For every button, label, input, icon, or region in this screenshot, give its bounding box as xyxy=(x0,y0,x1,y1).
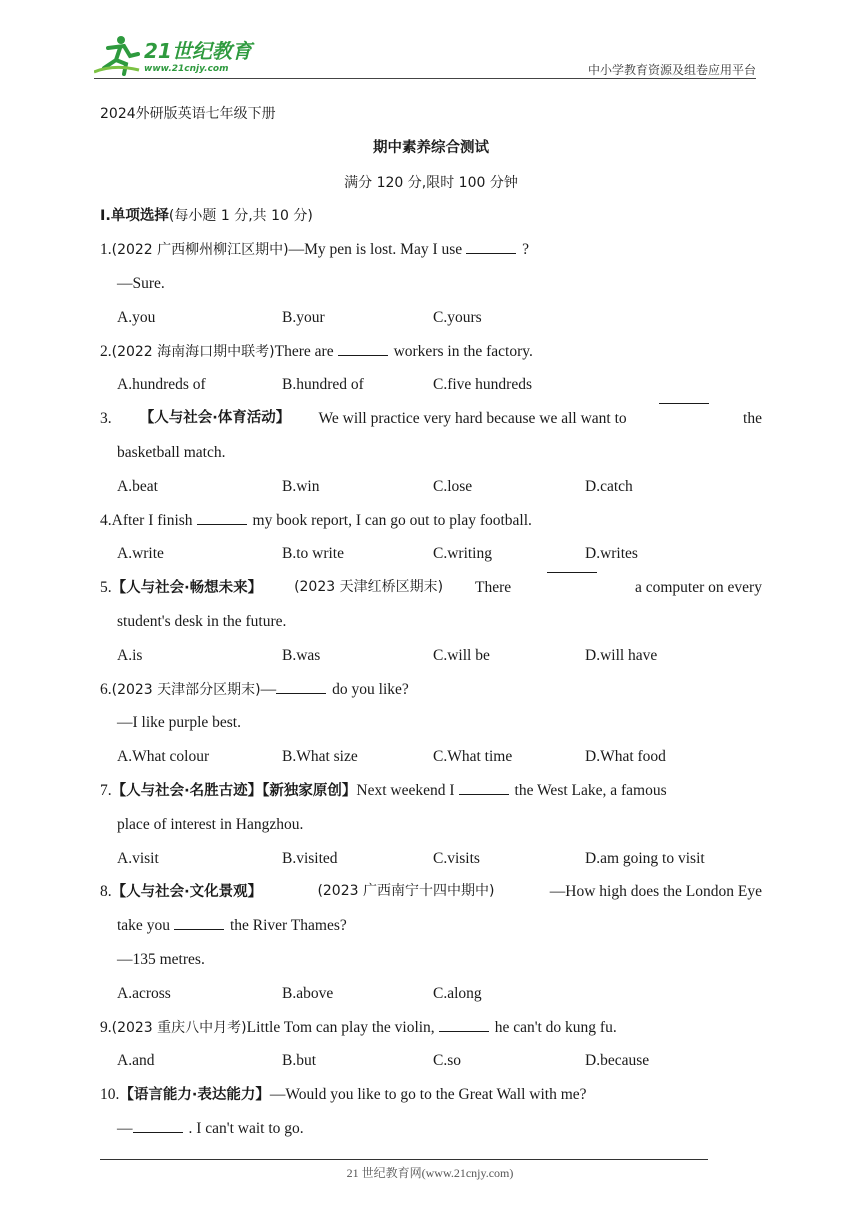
section-heading xyxy=(100,199,762,233)
question-6 xyxy=(100,673,762,707)
logo-sub-text: www.21cnjy.com xyxy=(144,64,229,74)
question-options xyxy=(100,639,762,673)
question-continuation: place of interest in Hangzhou. xyxy=(117,815,304,833)
question-reply: —Sure. xyxy=(117,274,165,292)
question-text: workers in the factory. xyxy=(393,342,533,360)
logo-main-text: 21世纪教育 xyxy=(144,39,252,63)
footer-divider xyxy=(100,1159,708,1160)
header-platform-text: 中小学教育资源及组卷应用平台 xyxy=(587,63,756,77)
question-number: 10. xyxy=(100,1086,120,1104)
question-continuation xyxy=(100,909,762,943)
question-tag: 【人与社会·体育活动】 xyxy=(139,410,291,427)
exam-content xyxy=(100,98,762,1146)
answer-blank xyxy=(547,571,597,573)
question-text: Little Tom can play the violin, xyxy=(246,1018,435,1036)
question-3 xyxy=(100,402,762,436)
question-1 xyxy=(100,233,762,267)
option-b: B.was xyxy=(282,646,321,664)
option-b: B.What size xyxy=(282,748,358,766)
answer-blank xyxy=(439,1030,489,1032)
question-text: the West Lake, a famous xyxy=(514,781,667,799)
page-header xyxy=(94,30,756,80)
doc-info xyxy=(100,166,762,200)
question-tag: 【语言能力·表达能力】 xyxy=(119,1087,270,1104)
option-c: C.What time xyxy=(433,748,513,766)
question-reply: —135 metres. xyxy=(117,950,205,968)
question-options xyxy=(100,977,762,1011)
question-text: —Would you like to go to the Great Wall with me? xyxy=(269,1086,587,1104)
option-c: C.lose xyxy=(433,477,473,495)
question-number: 2. xyxy=(100,342,112,360)
question-tag: 【人与社会·畅想未来】 xyxy=(111,580,263,597)
question-4 xyxy=(100,504,762,538)
question-text: — xyxy=(260,680,277,698)
question-text: We will practice very hard because we all want to xyxy=(318,410,627,428)
answer-blank xyxy=(197,523,247,525)
question-number: 5. xyxy=(100,579,112,597)
option-b: B.above xyxy=(282,984,334,1002)
option-c: C.visits xyxy=(433,849,480,867)
header-divider xyxy=(94,78,756,79)
option-c: C.along xyxy=(433,984,482,1002)
option-b: B.but xyxy=(282,1052,317,1070)
runner-icon xyxy=(94,36,139,74)
question-source: (2023 广西南宁十四中期中) xyxy=(317,883,495,900)
question-options xyxy=(100,842,762,876)
question-text: —My pen is lost. May I use xyxy=(288,241,463,259)
question-number: 8. xyxy=(100,883,112,901)
answer-blank xyxy=(133,1131,183,1133)
question-options xyxy=(100,368,762,402)
question-7 xyxy=(100,774,762,808)
option-b: B.hundred of xyxy=(282,376,364,394)
option-a: A.write xyxy=(117,545,164,563)
option-b: B.your xyxy=(282,308,325,326)
option-d: D.What food xyxy=(585,748,666,766)
question-number: 9. xyxy=(100,1018,112,1036)
answer-blank xyxy=(276,692,326,694)
option-a: A.and xyxy=(117,1052,155,1070)
answer-blank xyxy=(174,928,224,930)
question-text: do you like? xyxy=(332,680,409,698)
question-options xyxy=(100,1044,762,1078)
option-d: D.am going to visit xyxy=(585,849,705,867)
question-options xyxy=(100,740,762,774)
option-b: B.visited xyxy=(282,849,338,867)
question-9 xyxy=(100,1011,762,1045)
option-c: C.five hundreds xyxy=(433,376,533,394)
question-5 xyxy=(100,571,762,605)
option-a: A.is xyxy=(117,646,143,664)
question-text: my book report, I can go out to play football. xyxy=(252,511,532,529)
question-text: the River Thames? xyxy=(229,917,347,935)
doc-info-text: 满分 120 分,限时 100 分钟 xyxy=(344,174,518,191)
answer-blank xyxy=(459,793,509,795)
option-a: A.you xyxy=(117,308,156,326)
question-text: ? xyxy=(522,241,530,259)
option-d: D.will have xyxy=(585,646,658,664)
question-source: (2023 重庆八中月考) xyxy=(111,1019,247,1036)
option-b: B.win xyxy=(282,477,320,495)
site-logo xyxy=(94,34,264,76)
question-source: (2023 天津红桥区期末) xyxy=(294,579,444,596)
question-continuation: student's desk in the future. xyxy=(117,612,287,630)
question-number: 7. xyxy=(100,781,112,799)
question-continuation: basketball match. xyxy=(117,443,226,461)
option-a: A.beat xyxy=(117,477,158,495)
question-source: (2022 广西柳州柳江区期中) xyxy=(111,242,289,259)
option-c: C.writing xyxy=(433,545,492,563)
section-title: .单项选择 xyxy=(105,208,169,225)
question-text: a computer on every xyxy=(634,579,762,597)
option-c: C.yours xyxy=(433,308,482,326)
question-options xyxy=(100,301,762,335)
question-tag: 【人与社会·名胜古迹】【新独家原创】 xyxy=(111,782,357,799)
section-numeral: Ⅰ xyxy=(100,208,106,225)
question-text: . I can't wait to go. xyxy=(188,1119,304,1137)
question-text: the xyxy=(743,410,762,428)
question-source: (2022 海南海口期中联考) xyxy=(111,343,275,360)
option-b: B.to write xyxy=(282,545,344,563)
question-reply: —I like purple best. xyxy=(117,714,241,732)
question-text: There are xyxy=(274,342,334,360)
question-2 xyxy=(100,335,762,369)
doc-subtitle: 2024外研版英语七年级下册 xyxy=(100,106,276,122)
question-options xyxy=(100,537,762,571)
answer-blank xyxy=(659,402,709,404)
question-text: he can't do kung fu. xyxy=(494,1018,617,1036)
option-c: C.will be xyxy=(433,646,490,664)
option-a: A.hundreds of xyxy=(117,376,206,394)
question-10 xyxy=(100,1078,762,1112)
question-tag: 【人与社会·文化景观】 xyxy=(111,884,263,901)
question-number: 3. xyxy=(100,410,112,428)
question-number: 1. xyxy=(100,241,112,259)
question-text: After I finish xyxy=(111,511,193,529)
question-8 xyxy=(100,875,762,909)
question-text: —How high does the London Eye xyxy=(549,883,762,901)
question-source: (2023 天津部分区期末) xyxy=(111,681,261,698)
option-a: A.across xyxy=(117,984,171,1002)
doc-title: 期中素养综合测试 xyxy=(373,139,489,156)
option-d: D.writes xyxy=(585,545,638,563)
answer-blank xyxy=(338,354,388,356)
answer-blank xyxy=(466,252,516,254)
question-text: Next weekend I xyxy=(356,781,455,799)
option-d: D.because xyxy=(585,1052,650,1070)
footer-text: 21 世纪教育网(www.21cnjy.com) xyxy=(346,1166,514,1180)
question-text: take you xyxy=(117,917,170,935)
question-text: There xyxy=(475,579,512,597)
option-a: A.What colour xyxy=(117,748,210,766)
section-note: (每小题 1 分,共 10 分) xyxy=(168,208,313,225)
question-number: 6. xyxy=(100,680,112,698)
option-a: A.visit xyxy=(117,849,159,867)
question-number: 4. xyxy=(100,511,112,529)
question-options xyxy=(100,470,762,504)
question-text: — xyxy=(117,1119,133,1137)
question-reply xyxy=(100,1112,762,1146)
option-d: D.catch xyxy=(585,477,633,495)
option-c: C.so xyxy=(433,1052,461,1070)
